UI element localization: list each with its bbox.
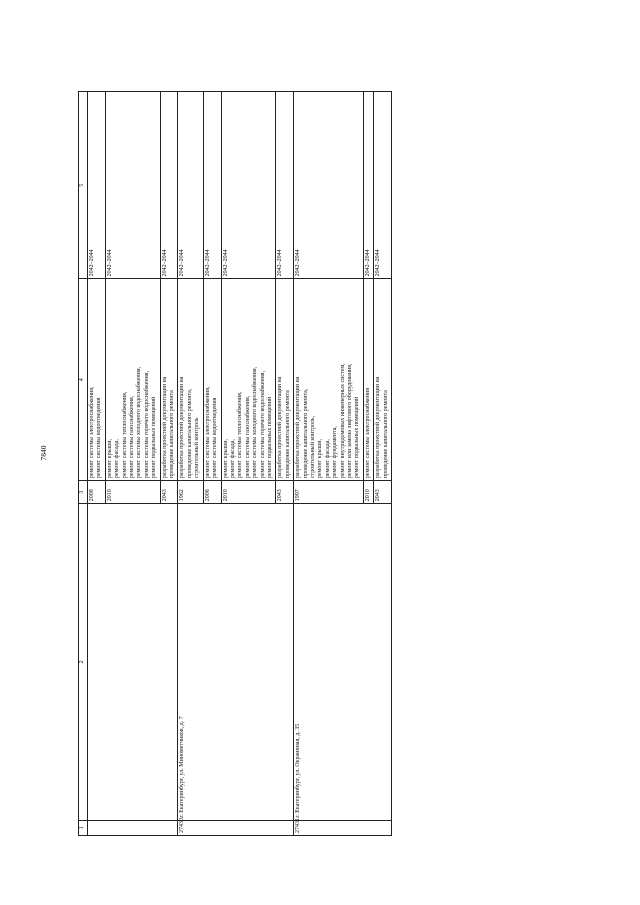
period-cell: 2042–2044 (374, 92, 392, 279)
work-item: ремонт системы газоснабжения, (244, 395, 251, 479)
work-item: разработка проектной документации на (375, 376, 382, 479)
work-item: ремонт крыши, (222, 439, 229, 479)
work-item: ремонт фундамента, (332, 426, 339, 479)
object-address (88, 504, 178, 820)
work-item: ремонт системы холодного водоснабжения, (252, 366, 259, 479)
period-cell: 2042–2044 (88, 92, 106, 279)
works-cell (105, 279, 160, 481)
works-cell (221, 279, 276, 481)
year-cell: 2010 (221, 481, 276, 504)
work-item: ремонт системы газоснабжения, (129, 395, 136, 479)
period-cell: 2042–2044 (105, 92, 160, 279)
period-cell: 2042–2044 (294, 92, 364, 279)
work-item: разработка проектной документации на (295, 376, 302, 479)
work-item: ремонт системы теплоснабжения, (121, 391, 128, 479)
object-number: 27431. (294, 820, 392, 835)
year-cell: 2043 (374, 481, 392, 504)
capital-repair-table (78, 91, 392, 836)
work-item: строительный контроль, (309, 415, 316, 479)
header-row (79, 92, 88, 836)
year-cell: 1962 (178, 481, 203, 504)
header-cell-2: 2 (79, 504, 88, 820)
work-item: разработка проектной документации на (161, 376, 168, 479)
work-item: разработка проектной документации на (179, 376, 186, 479)
year-cell: 2008 (88, 481, 106, 504)
year-cell: 2043 (276, 481, 294, 504)
object-address: г. Екатеринбург, ул. Окраинная, д. 35 (294, 504, 392, 820)
work-item: проведение капитального ремонта (284, 390, 291, 479)
works-cell (374, 279, 392, 481)
works-cell (294, 279, 364, 481)
works-cell (203, 279, 221, 481)
header-cell-1: 1 (79, 820, 88, 835)
year-cell: 1997 (294, 481, 364, 504)
period-cell: 2042–2044 (160, 92, 178, 279)
year-cell: 2010 (105, 481, 160, 504)
header-cell-4: 4 (79, 279, 88, 481)
object-address: г. Екатеринбург, ул. Минометчиков, д. 7 (178, 504, 294, 820)
work-item: ремонт системы электроснабжения (364, 388, 371, 479)
period-cell: 2042–2044 (363, 92, 373, 279)
period-cell: 2042–2044 (203, 92, 221, 279)
work-item: ремонт системы теплоснабжения, (237, 391, 244, 479)
header-cell-3: 3 (79, 481, 88, 504)
period-cell: 2042–2044 (221, 92, 276, 279)
work-item: ремонт крыши, (106, 439, 113, 479)
work-item: ремонт или замена лифтового оборудования, (347, 363, 353, 479)
work-item: ремонт фасада, (229, 439, 236, 479)
period-cell: 2042–2044 (178, 92, 203, 279)
object-number (88, 820, 178, 835)
work-item: ремонт системы холодного водоснабжения, (136, 366, 143, 479)
header-cell-5: 5 (79, 92, 88, 279)
works-cell (363, 279, 373, 481)
work-item: ремонт системы горячего водоснабжения, (259, 370, 266, 479)
rotated-table-wrapper (78, 91, 528, 836)
table-row (178, 92, 203, 836)
table-row (294, 92, 364, 836)
works-cell (160, 279, 178, 481)
work-item: проведение капитального ремонта, (302, 388, 309, 479)
work-item: ремонт системы водоотведения (96, 397, 103, 479)
year-cell: 2008 (203, 481, 221, 504)
work-item: проведение капитального ремонта, (186, 388, 193, 479)
works-cell (88, 279, 106, 481)
work-item: ремонт подвальных помещений (354, 396, 361, 479)
work-item: проведение капитального ремонта (382, 390, 389, 479)
table-row (88, 92, 106, 836)
work-item: ремонт внутридомовых инженерных систем, (339, 363, 346, 479)
table-body (88, 92, 392, 836)
year-cell: 2043 (160, 481, 178, 504)
work-item: разработка проектной документации на (277, 376, 284, 479)
work-item: ремонт фасада, (324, 439, 331, 479)
work-item: ремонт фасада, (114, 439, 121, 479)
year-cell: 2010 (363, 481, 373, 504)
works-cell (178, 279, 203, 481)
work-item: ремонт системы водоотведения (212, 397, 219, 479)
works-cell (276, 279, 294, 481)
work-item: ремонт крыши, (317, 439, 324, 479)
work-item: строительный контроль (194, 417, 201, 479)
page-number: 7840 (39, 445, 48, 461)
object-number: 27430. (178, 820, 294, 835)
work-item: ремонт подвальных помещений (266, 396, 273, 479)
work-item: ремонт подвальных помещений (151, 396, 158, 479)
work-item: ремонт системы электроснабжения, (204, 386, 211, 479)
work-item: ремонт системы горячего водоснабжения, (143, 370, 150, 479)
period-cell: 2042–2044 (276, 92, 294, 279)
work-item: ремонт системы электроснабжения, (89, 386, 95, 479)
work-item: проведение капитального ремонта (169, 390, 176, 479)
